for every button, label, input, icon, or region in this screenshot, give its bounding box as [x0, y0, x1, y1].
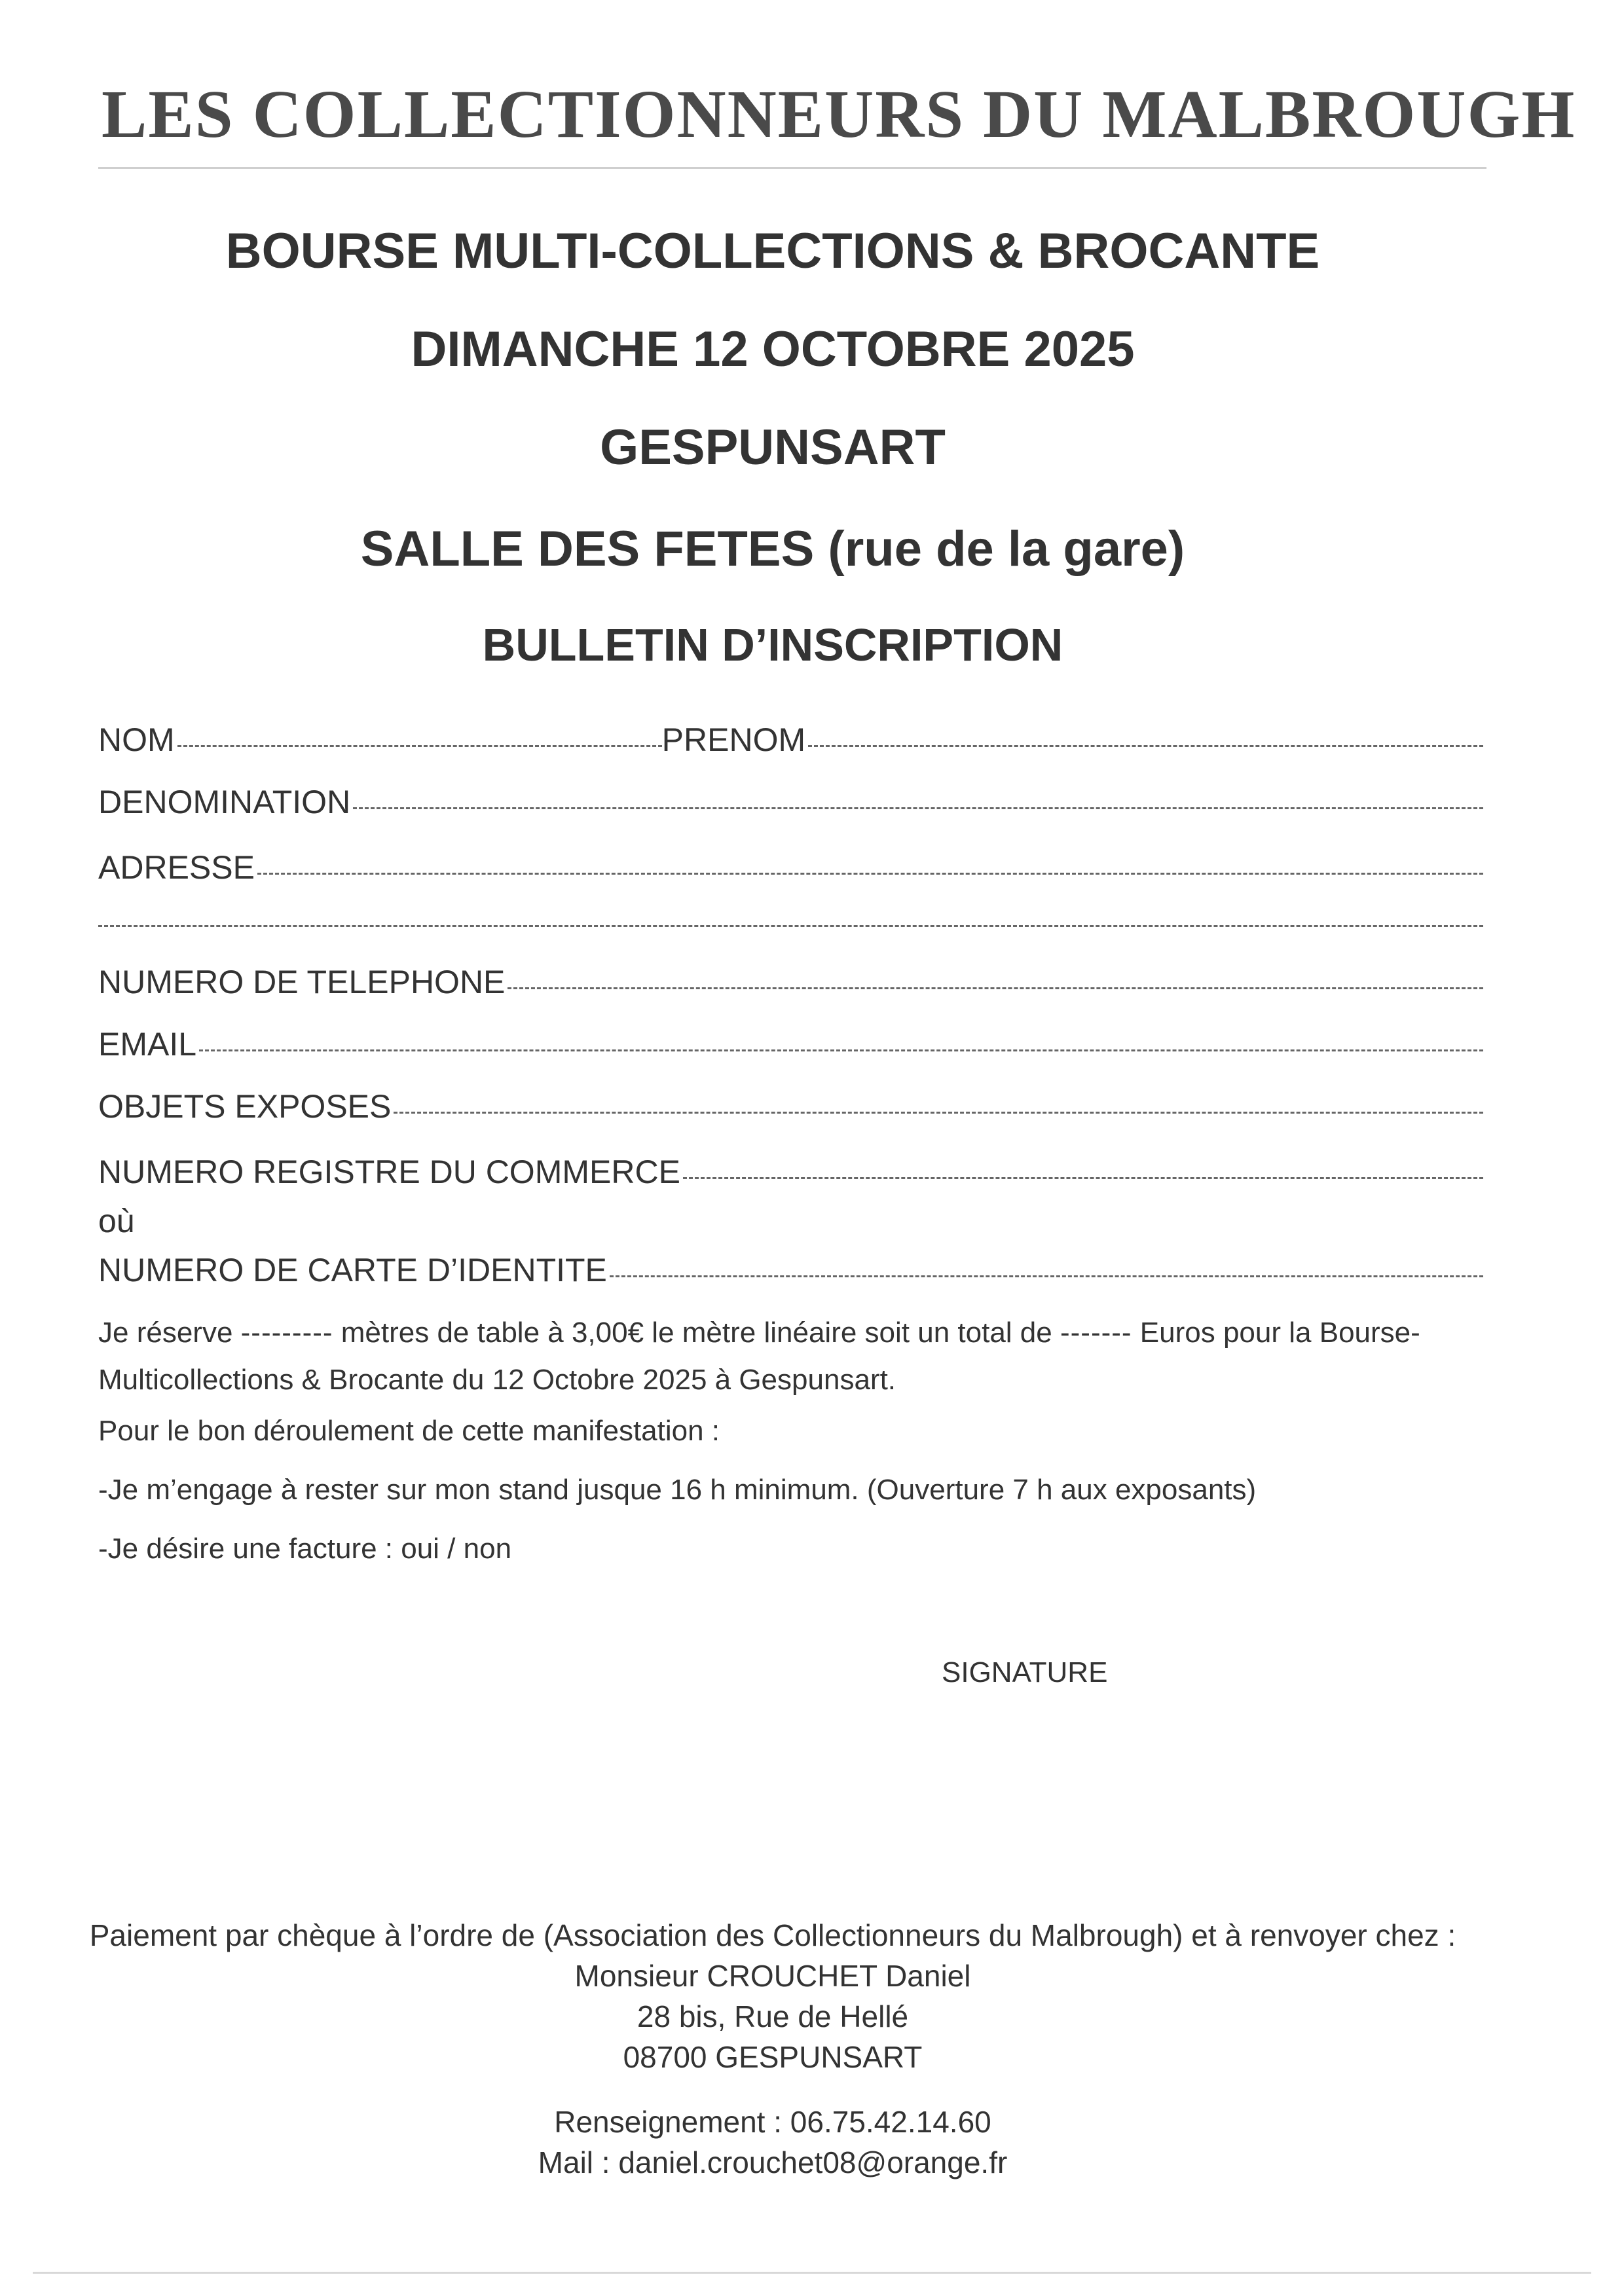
footer-divider [33, 2272, 1591, 2274]
carte-label: NUMERO DE CARTE D’IDENTITE [98, 1252, 607, 1288]
bon-deroulement-text: Pour le bon déroulement de cette manifestation : [98, 1415, 720, 1447]
email-field[interactable] [98, 1021, 1483, 1067]
meters-blank[interactable]: --------- [240, 1317, 333, 1349]
engagement-text: -Je m’engage à rester sur mon stand jusque 16 h minimum. (Ouverture 7 h aux exposants) [98, 1474, 1257, 1506]
adresse-blank-2[interactable] [98, 925, 1483, 927]
form-title: BULLETIN D’INSCRIPTION [482, 619, 1063, 670]
adresse-line-2[interactable] [98, 897, 1483, 943]
telephone-blank[interactable] [507, 987, 1483, 989]
contact-city: 08700 GESPUNSART [623, 2040, 923, 2074]
carte-blank[interactable] [610, 1275, 1483, 1277]
registre-label: NUMERO REGISTRE DU COMMERCE [98, 1154, 680, 1190]
nom-label: NOM [98, 721, 175, 758]
reserve-text-3: Euros pour la Bourse- [1139, 1317, 1420, 1349]
ou-label: où [98, 1203, 135, 1239]
objets-field[interactable] [98, 1084, 1483, 1129]
header-divider [98, 167, 1486, 169]
email-label: EMAIL [98, 1026, 197, 1063]
telephone-label: NUMERO DE TELEPHONE [98, 964, 506, 1000]
reservation-paragraph [98, 1309, 1506, 1404]
telephone-field[interactable] [98, 959, 1483, 1005]
event-town: GESPUNSART [600, 420, 946, 475]
reservation-line-2: Multicollections & Brocante du 12 Octobre 2025 à Gespunsart. [98, 1364, 896, 1396]
contact-email: Mail : daniel.crouchet08@orange.fr [538, 2145, 1008, 2179]
ou-line [98, 1198, 1483, 1244]
prenom-blank[interactable] [808, 745, 1483, 747]
objets-label: OBJETS EXPOSES [98, 1088, 392, 1125]
nom-blank[interactable] [177, 745, 662, 747]
event-title: BOURSE MULTI-COLLECTIONS & BROCANTE [225, 223, 1320, 279]
reserve-text-2: mètres de table à 3,00€ le mètre linéaire soit un total de [341, 1317, 1052, 1349]
registre-field[interactable] [98, 1149, 1483, 1195]
reservation-line-1 [98, 1309, 1506, 1357]
denomination-label: DENOMINATION [98, 784, 351, 820]
denomination-field[interactable] [98, 779, 1483, 825]
organization-title: LES COLLECTIONNEURS DU MALBROUGH [101, 77, 1576, 152]
prenom-label: PRENOM [661, 721, 806, 758]
contact-phone: Renseignement : 06.75.42.14.60 [554, 2105, 991, 2139]
reserve-text-1: Je réserve [98, 1317, 233, 1349]
signature-label: SIGNATURE [942, 1656, 1108, 1688]
payment-info: Paiement par chèque à l’ordre de (Association des Collectionneurs du Malbrough) et à renvoyer chez : [89, 1918, 1456, 1952]
adresse-blank[interactable] [257, 873, 1483, 875]
carte-field[interactable] [98, 1247, 1483, 1293]
total-blank[interactable]: ------- [1060, 1317, 1132, 1349]
email-blank[interactable] [199, 1049, 1483, 1051]
denomination-blank[interactable] [353, 807, 1483, 809]
event-date: DIMANCHE 12 OCTOBRE 2025 [411, 321, 1135, 377]
registre-blank[interactable] [683, 1177, 1483, 1179]
objets-blank[interactable] [394, 1112, 1483, 1114]
event-venue: SALLE DES FETES (rue de la gare) [360, 521, 1185, 577]
facture-text: -Je désire une facture : oui / non [98, 1533, 512, 1565]
nom-prenom-field[interactable] [98, 717, 1483, 763]
contact-street: 28 bis, Rue de Hellé [637, 1999, 909, 2033]
adresse-label: ADRESSE [98, 849, 255, 886]
adresse-field[interactable] [98, 845, 1483, 890]
contact-name: Monsieur CROUCHET Daniel [574, 1959, 971, 1993]
